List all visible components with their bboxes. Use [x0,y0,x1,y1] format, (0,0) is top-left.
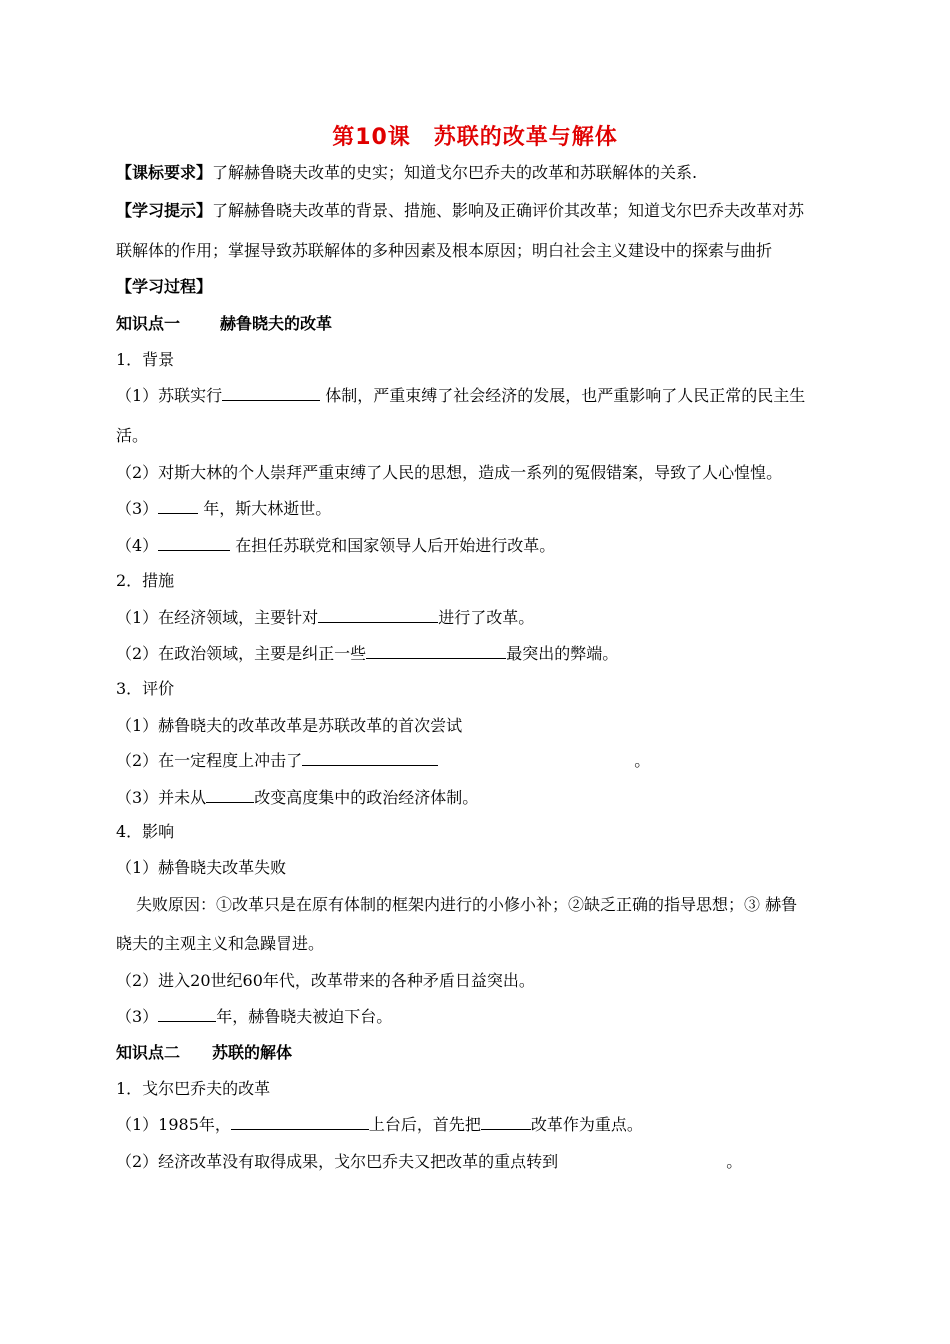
kp1-item-1-4 [116,536,555,556]
fill-blank[interactable] [231,1115,369,1130]
kp1-item-2-2 [116,644,618,664]
kp1-item-4-1: （1）赫鲁晓夫改革失败 [116,858,287,877]
text-part: 年，赫鲁晓夫被迫下台。 [216,1007,393,1026]
text-part: （4） [116,536,159,555]
requirement-text: 了解赫鲁晓夫改革的史实；知道戈尔巴乔夫的改革和苏联解体的关系. [212,163,698,182]
fill-blank[interactable] [302,751,438,766]
fill-blank[interactable] [158,499,198,514]
text-part: （3） [116,499,159,518]
kp1-item-4-3 [116,1007,392,1027]
fill-blank[interactable] [158,1007,216,1022]
kp1-failure-reason-2: 晓夫的主观主义和急躁冒进。 [116,934,325,953]
text-part: （3）并未从 [116,788,207,807]
tips-text-1: 了解赫鲁晓夫改革的背景、措施、影响及正确评价其改革；知道戈尔巴乔夫改革对苏 [212,201,805,220]
fill-blank[interactable] [481,1115,531,1130]
text-part: 。 [634,751,651,770]
kp1-heading-b: 赫鲁晓夫的改革 [220,314,333,333]
text-part: 改变高度集中的政治经济体制。 [254,788,479,807]
text-part: （2）经济改革没有取得成果，戈尔巴乔夫又把改革的重点转到 [116,1152,559,1171]
kp2-section-1: 1．戈尔巴乔夫的改革 [116,1079,271,1098]
fill-blank[interactable] [318,608,438,623]
fill-blank[interactable] [206,788,254,803]
kp2-item-1-1 [116,1115,643,1135]
kp1-heading-a: 知识点一 [116,314,181,333]
tips-line-2: 联解体的作用；掌握导致苏联解体的多种因素及根本原因；明白社会主义建设中的探索与曲折 [116,241,773,260]
tips-line-1 [116,201,804,221]
text-part: （1）1985年， [116,1115,231,1134]
kp2-heading [116,1043,292,1063]
kp1-item-1-1-cont: 活。 [116,426,149,445]
kp1-section-4: 4．影响 [116,822,175,841]
text-part: （2）在一定程度上冲击了 [116,751,303,770]
text-part: 在担任苏联党和国家领导人后开始进行改革。 [230,536,556,555]
kp1-failure-reason-1: 失败原因：①改革只是在原有体制的框架内进行的小修小补；②缺乏正确的指导思想；③ 赫鲁 [136,895,798,914]
text-part: 。 [726,1152,743,1171]
kp2-heading-b: 苏联的解体 [212,1043,293,1062]
kp2-item-1-2 [116,1152,742,1172]
kp2-heading-a: 知识点二 [116,1043,181,1062]
kp1-item-3-2 [116,751,650,771]
tips-label: 【学习提示】 [116,201,213,220]
text-part: （1）在经济领域，主要针对 [116,608,319,627]
lesson-title: 第10课 苏联的改革与解体 [332,125,618,150]
requirement-label: 【课标要求】 [116,163,213,182]
kp1-item-1-1 [116,386,805,406]
text-part: 体制，严重束缚了社会经济的发展，也严重影响了人民正常的民主生 [320,386,806,405]
kp1-item-1-2: （2）对斯大林的个人崇拜严重束缚了人民的思想，造成一系列的冤假错案，导致了人心惶惶。 [116,463,783,482]
kp1-item-4-2: （2）进入20世纪60年代，改革带来的各种矛盾日益突出。 [116,971,535,990]
text-part: （1）苏联实行 [116,386,223,405]
text-part: 年，斯大林逝世。 [198,499,332,518]
kp1-section-1: 1．背景 [116,350,175,369]
kp1-heading [116,314,332,334]
text-part: 改革作为重点。 [530,1115,643,1134]
text-part: （2）在政治领域，主要是纠正一些 [116,644,367,663]
kp1-item-3-3 [116,788,478,808]
fill-blank[interactable] [222,386,320,401]
text-part: 最突出的弊端。 [506,644,619,663]
requirement-line [116,163,697,183]
text-part: 上台后，首先把 [368,1115,481,1134]
kp1-section-3: 3．评价 [116,679,175,698]
kp1-item-3-1: （1）赫鲁晓夫的改革改革是苏联改革的首次尝试 [116,716,463,735]
kp1-item-2-1 [116,608,534,628]
text-part: 进行了改革。 [438,608,535,627]
kp1-section-2: 2．措施 [116,571,175,590]
fill-blank[interactable] [366,644,506,659]
text-part: （3） [116,1007,159,1026]
fill-blank[interactable] [158,536,230,551]
process-label: 【学习过程】 [116,277,213,296]
kp1-item-1-3 [116,499,331,519]
